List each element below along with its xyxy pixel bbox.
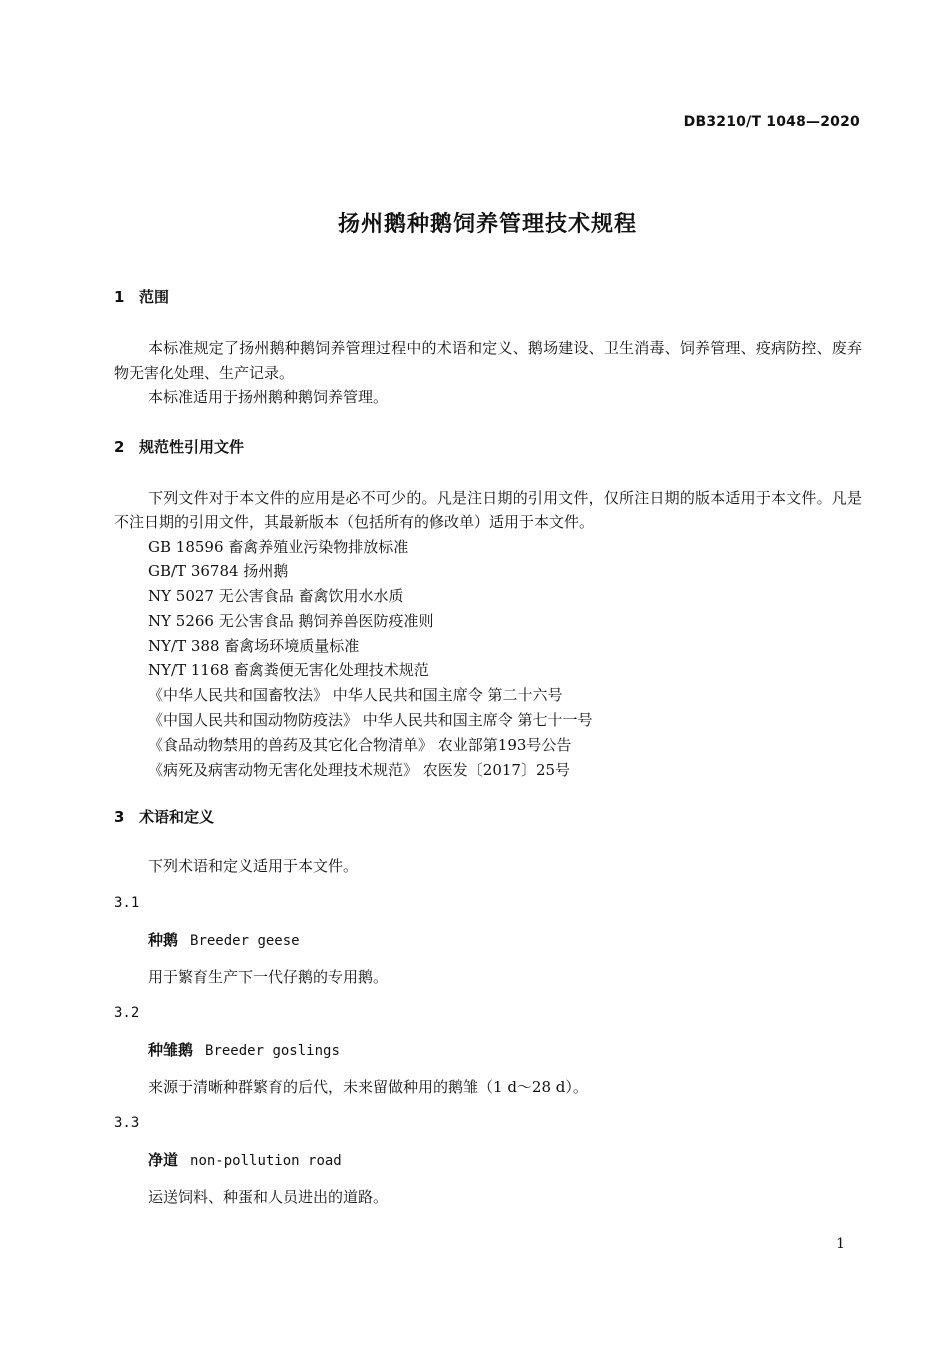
section-title: 范围 xyxy=(139,288,170,306)
section-title: 规范性引用文件 xyxy=(139,437,245,456)
term-name-en: non-pollution road xyxy=(190,1152,342,1169)
term-name-en: Breeder geese xyxy=(190,932,300,949)
terms-intro: 下列术语和定义适用于本文件。 xyxy=(148,857,359,876)
term-name-cn: 净道 xyxy=(148,1150,179,1169)
reference-item: GB 18596 畜禽养殖业污染物排放标准 xyxy=(148,537,409,556)
reference-item: 《中华人民共和国畜牧法》 中华人民共和国主席令 第二十六号 xyxy=(148,686,563,705)
section-heading-scope xyxy=(114,286,862,308)
scope-paragraph: 本标准规定了扬州鹅种鹅饲养管理过程中的术语和定义、鹅场建设、卫生消毒、饲养管理、疫病防控、废弃物无害化处理、生产记录。 xyxy=(114,339,862,382)
term-definition: 运送饲料、种蛋和人员进出的道路。 xyxy=(148,1187,389,1206)
section-heading-normative-references xyxy=(114,436,862,458)
page-number: 1 xyxy=(836,1236,845,1252)
scope-paragraph: 本标准适用于扬州鹅种鹅饲养管理。 xyxy=(148,388,389,406)
term-definition: 用于繁育生产下一代仔鹅的专用鹅。 xyxy=(148,967,389,986)
term-definition: 来源于清晰种群繁育的后代，未来留做种用的鹅雏（1 d～28 d）。 xyxy=(148,1077,588,1096)
term-name xyxy=(114,1149,862,1171)
normative-intro: 下列文件对于本文件的应用是必不可少的。凡是注日期的引用文件，仅所注日期的版本适用于本文件。凡是不注日期的引用文件，其最新版本（包括所有的修改单）适用于本文件。 xyxy=(114,488,862,531)
term-name-cn: 种雏鹅 xyxy=(148,1040,194,1059)
term-name-en: Breeder goslings xyxy=(205,1042,340,1059)
reference-item: NY 5266 无公害食品 鹅饲养兽医防疫准则 xyxy=(148,611,434,630)
document-title: 扬州鹅种鹅饲养管理技术规程 xyxy=(337,212,637,237)
section-heading-terms xyxy=(114,806,862,828)
reference-item: NY 5027 无公害食品 畜禽饮用水水质 xyxy=(148,587,404,606)
term-name xyxy=(114,929,862,951)
section-number: 2 xyxy=(114,437,125,456)
section-number: 3 xyxy=(114,808,125,827)
term-number: 3.2 xyxy=(114,1004,140,1021)
reference-item: NY/T 1168 畜禽粪便无害化处理技术规范 xyxy=(148,661,429,680)
section-number: 1 xyxy=(114,288,125,306)
reference-item: 《食品动物禁用的兽药及其它化合物清单》 农业部第193号公告 xyxy=(148,735,572,754)
term-number: 3.3 xyxy=(114,1114,140,1131)
section-title: 术语和定义 xyxy=(139,808,215,827)
term-name-cn: 种鹅 xyxy=(148,930,179,949)
reference-item: NY/T 388 畜禽场环境质量标准 xyxy=(148,636,360,655)
document-code: DB3210/T 1048—2020 xyxy=(683,114,860,130)
reference-item: 《中国人民共和国动物防疫法》 中华人民共和国主席令 第七十一号 xyxy=(148,711,593,730)
term-name xyxy=(114,1039,862,1061)
document-body xyxy=(114,286,862,1209)
reference-item: GB/T 36784 扬州鹅 xyxy=(148,562,289,581)
reference-item: 《病死及病害动物无害化处理技术规范》 农医发〔2017〕25号 xyxy=(148,760,571,779)
term-number: 3.1 xyxy=(114,894,140,911)
